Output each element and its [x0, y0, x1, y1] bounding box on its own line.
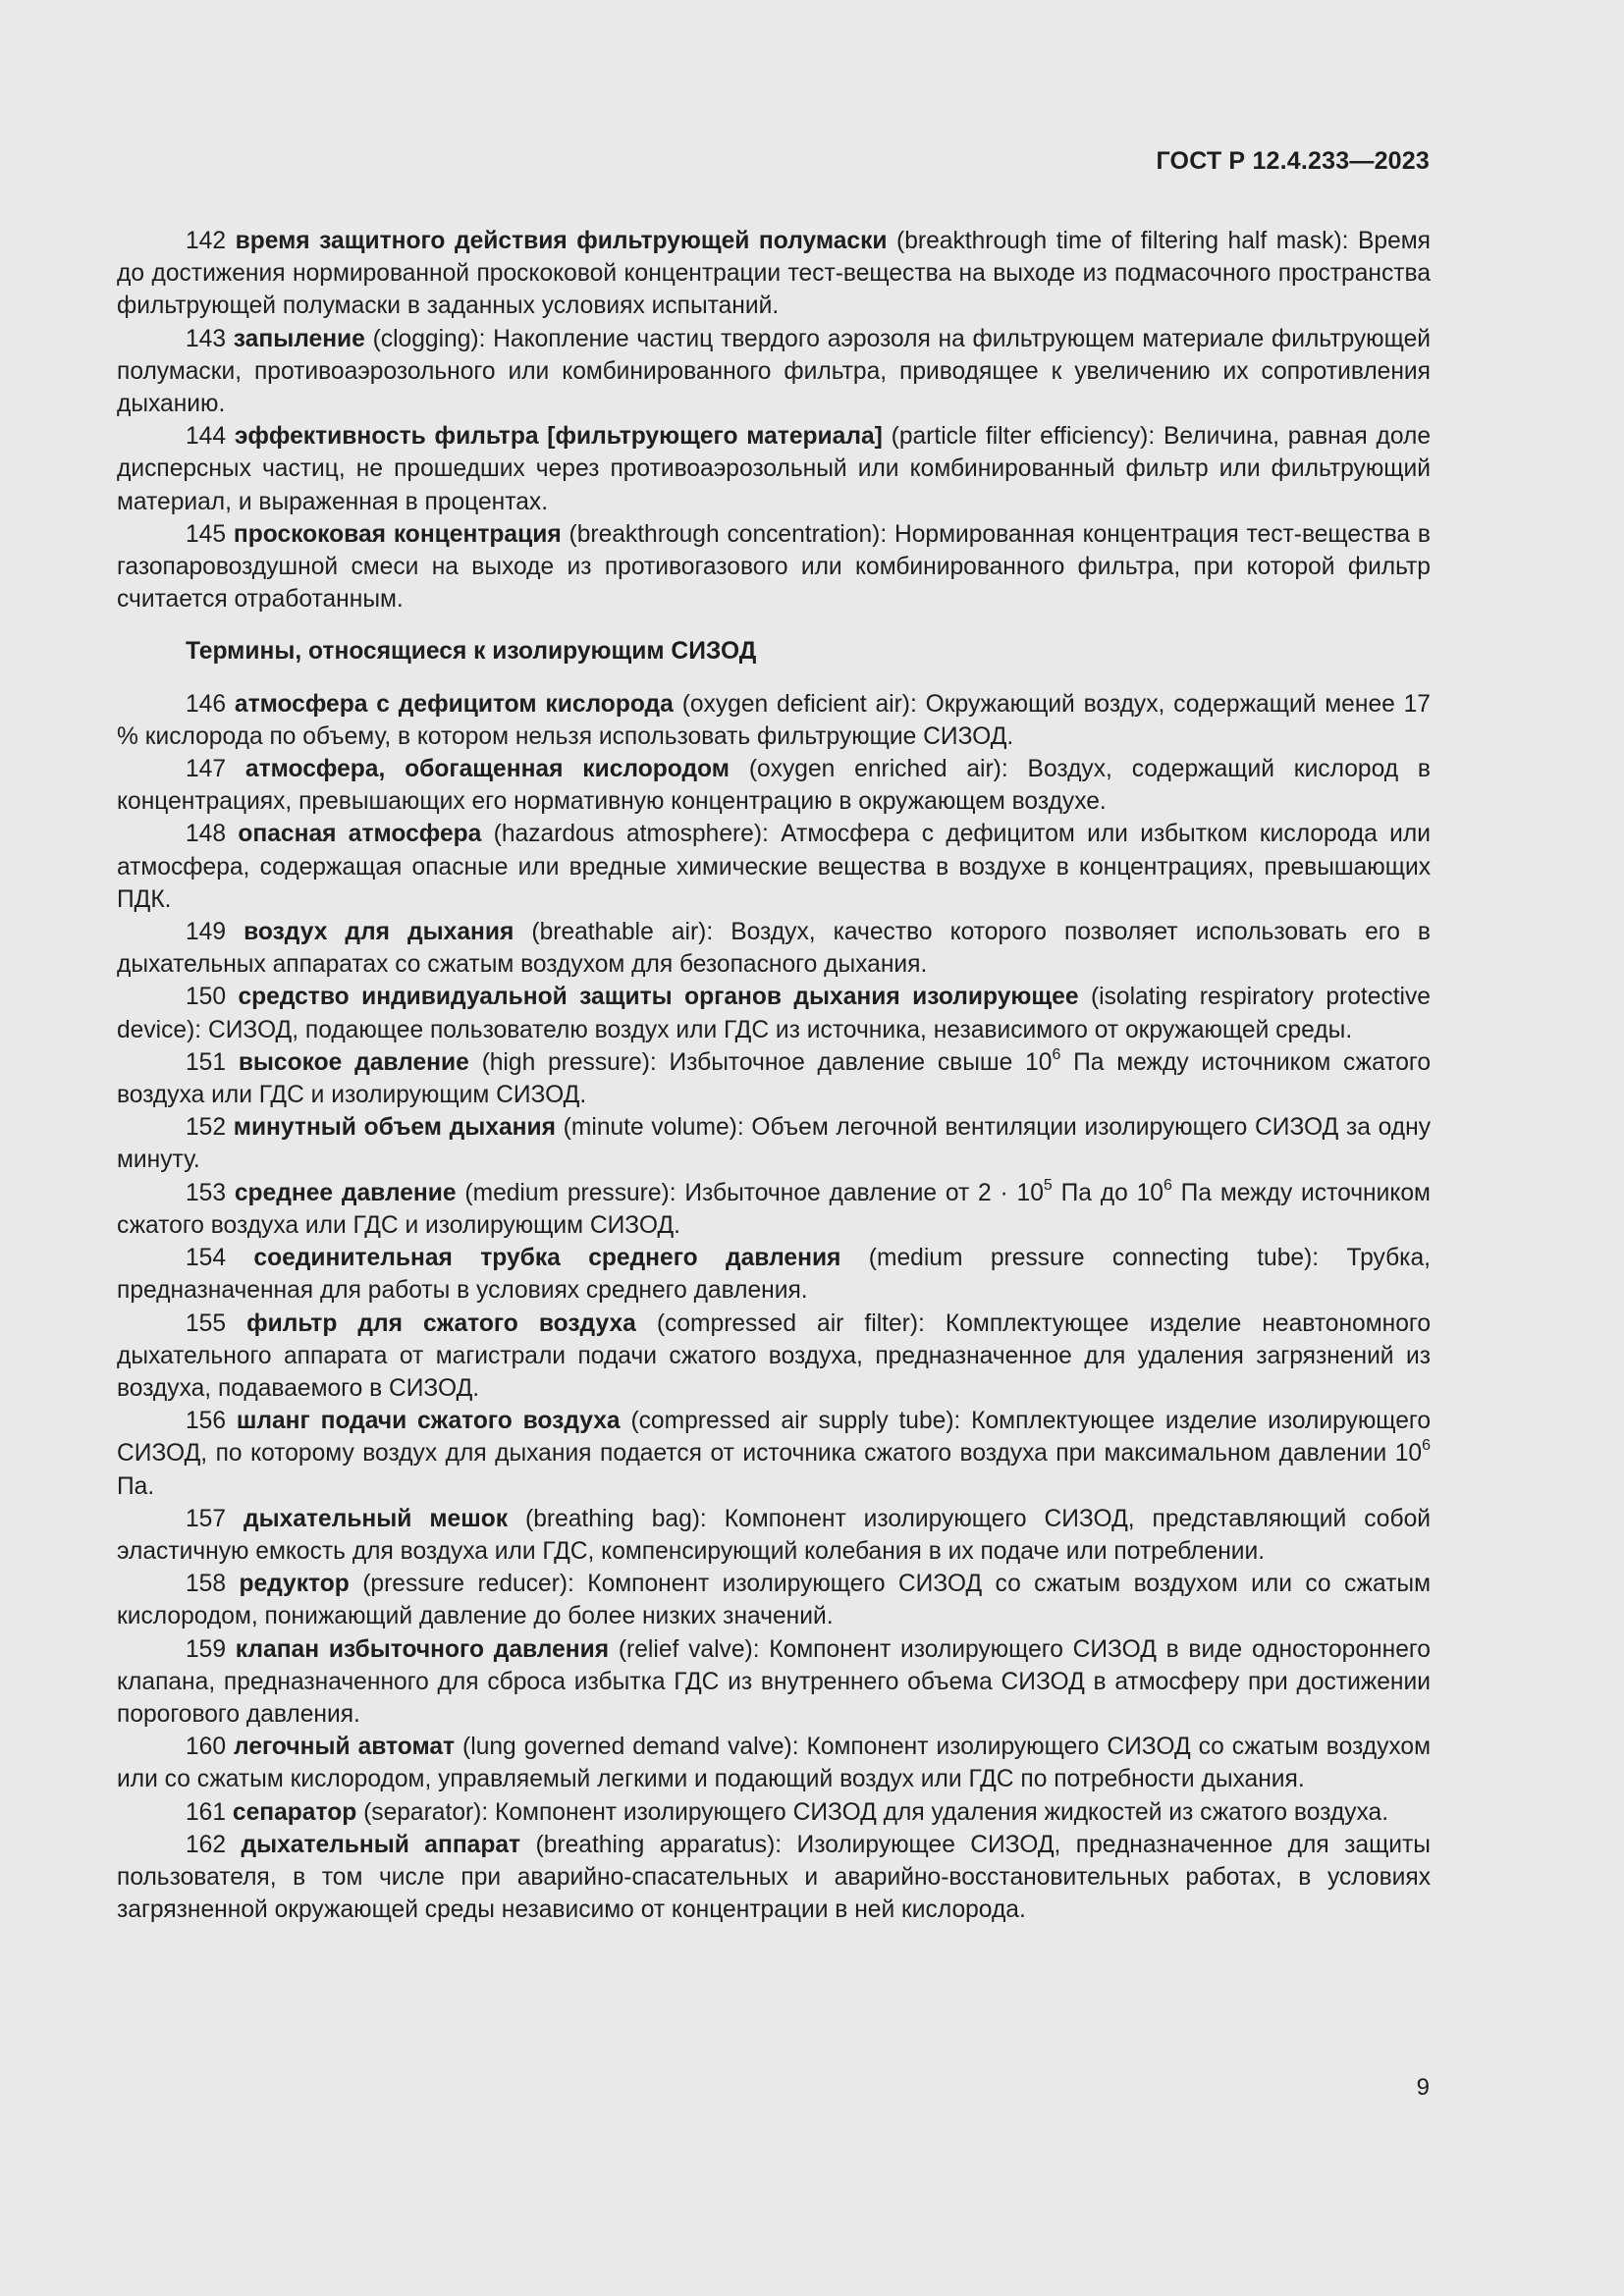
term-definition: (breathable air): Воздух, качество которого позволяет использовать его в дыхательных аппаратах со сжатым воздухом для безопасного дыхания. — [117, 919, 1431, 979]
term-definition: (breakthrough time of filtering half mask): Время до достижения нормированной проскоковой концентрации тест-вещества на выходе из подмасочного пространства фильтрующей полумаски в заданных условиях испытаний. — [117, 228, 1431, 320]
term-title: высокое давление — [238, 1048, 469, 1076]
term-title: сепаратор — [232, 1798, 357, 1826]
term-number: 160 — [186, 1734, 227, 1761]
term-definition-part: Па между источником сжатого воздуха или ГДС и изолирующим СИЗОД. — [117, 1179, 1431, 1239]
term-definition: (oxygen enriched air): Воздух, содержащий кислород в концентрациях, превышающих его нормативную концентрацию в окружающем воздухе. — [117, 756, 1431, 816]
term-title: легочный автомат — [234, 1734, 456, 1761]
term-152 — [117, 1111, 1431, 1176]
term-number: 158 — [186, 1571, 227, 1598]
term-title: дыхательный аппарат — [241, 1831, 521, 1858]
term-number: 146 — [186, 690, 227, 718]
term-title: опасная атмосфера — [238, 821, 482, 848]
term-definition: (medium pressure connecting tube): Трубка, предназначенная для работы в условиях среднего давления. — [117, 1245, 1431, 1305]
term-number: 155 — [186, 1309, 227, 1337]
section-heading: Термины, относящиеся к изолирующим СИЗОД — [186, 638, 757, 666]
term-number: 159 — [186, 1635, 227, 1663]
term-150 — [117, 981, 1431, 1045]
term-definition: (breathing apparatus): Изолирующее СИЗОД, предназначенное для защиты пользователя, в том числе при аварийно-спасательных и аварийно-восстановительных работах, в условиях загрязненной окружающей среды независимо от концентрации в ней кислорода. — [117, 1831, 1431, 1924]
term-number: 148 — [186, 821, 227, 848]
term-number: 150 — [186, 984, 227, 1011]
term-156 — [117, 1405, 1431, 1503]
term-159 — [117, 1633, 1431, 1732]
term-number: 152 — [186, 1114, 227, 1142]
term-definition: (particle filter efficiency): Величина, равная доле дисперсных частиц, не прошедших через противоаэрозольный или комбинированный фильтр или фильтрующий материал, и выраженная в процентах. — [117, 423, 1431, 515]
term-145 — [117, 518, 1431, 616]
term-number: 143 — [186, 325, 227, 352]
term-definition-part: Па между источником сжатого воздуха или ГДС и изолирующим СИЗОД. — [117, 1048, 1431, 1109]
term-142 — [117, 225, 1431, 323]
page-number: 9 — [1416, 2074, 1430, 2101]
term-definition-part: Па до 10 — [1052, 1179, 1164, 1206]
term-162 — [117, 1829, 1431, 1927]
term-158 — [117, 1568, 1431, 1632]
term-title: запыление — [233, 325, 365, 352]
term-definition: (breakthrough concentration): Нормированная концентрация тест-вещества в газопаровоздушной смеси на выходе из противогазового или комбинированного фильтра, при которой фильтр считается отработанным. — [117, 520, 1431, 614]
term-number: 161 — [186, 1798, 227, 1826]
term-143 — [117, 323, 1431, 421]
term-definition: (hazardous atmosphere): Атмосфера с дефицитом или избытком кислорода или атмосфера, содержащая опасные или вредные химические вещества в воздухе в концентрациях, превышающих ПДК. — [117, 821, 1431, 913]
term-147 — [117, 753, 1431, 818]
term-160 — [117, 1731, 1431, 1795]
term-definition: (pressure reducer): Компонент изолирующего СИЗОД со сжатым воздухом или со сжатым кислородом, понижающий давление до более низких значений. — [117, 1571, 1431, 1630]
term-definition: (isolating respiratory protective device): СИЗОД, подающее пользователю воздух или ГДС из источника, независимого от окружающей среды. — [117, 984, 1431, 1043]
term-number: 156 — [186, 1408, 227, 1435]
term-151 — [117, 1046, 1431, 1111]
term-title: редуктор — [239, 1571, 350, 1598]
term-definition: (minute volume): Объем легочной вентиляции изолирующего СИЗОД за одну минуту. — [117, 1114, 1431, 1174]
term-161 — [117, 1796, 1431, 1829]
term-153 — [117, 1177, 1431, 1242]
term-number: 153 — [186, 1179, 227, 1206]
term-number: 149 — [186, 919, 227, 946]
term-title: атмосфера с дефицитом кислорода — [234, 690, 674, 718]
term-title: клапан избыточного давления — [235, 1635, 610, 1663]
term-148 — [117, 818, 1431, 916]
exponent: 6 — [1163, 1176, 1172, 1194]
term-definition-part: (compressed air supply tube): Комплектующее изделие изолирующего СИЗОД, по которому воздух для дыхания подается от источника сжатого воздуха при максимальном давлении 10 — [117, 1408, 1432, 1468]
term-definition-part: Па. — [117, 1472, 155, 1500]
document-body — [117, 225, 1431, 1926]
term-144 — [117, 420, 1431, 518]
term-definition: (oxygen deficient air): Окружающий воздух, содержащий менее 17 % кислорода по объему, в котором нельзя использовать фильтрующие СИЗОД. — [117, 690, 1431, 750]
term-number: 162 — [186, 1831, 227, 1858]
term-title: проскоковая концентрация — [233, 520, 562, 548]
term-title: воздух для дыхания — [244, 919, 514, 946]
term-title: соединительная трубка среднего давления — [253, 1245, 841, 1272]
term-number: 145 — [186, 520, 227, 548]
term-title: средство индивидуальной защиты органов дыхания изолирующее — [238, 984, 1079, 1011]
term-definition-part: (high pressure): Избыточное давление свыше 10 — [481, 1048, 1053, 1076]
term-title: время защитного действия фильтрующей полумаски — [235, 228, 888, 254]
term-definition: (clogging): Накопление частиц твердого аэрозоля на фильтрующем материале фильтрующей полумаски, противоаэрозольного или комбинированного фильтра, приводящее к увеличению их сопротивления дыханию. — [117, 325, 1431, 418]
term-definition: (lung governed demand valve): Компонент изолирующего СИЗОД со сжатым воздухом или со сжатым кислородом, управляемый легкими и подающий воздух или ГДС по потребности дыхания. — [117, 1734, 1431, 1793]
exponent: 6 — [1422, 1437, 1431, 1455]
term-definition: (compressed air filter): Комплектующее изделие неавтономного дыхательного аппарата от магистрали подачи сжатого воздуха, предназначенное для удаления загрязнений из воздуха, подаваемого в СИЗОД. — [117, 1309, 1431, 1402]
term-definition: (separator): Компонент изолирующего СИЗОД для удаления жидкостей из сжатого воздуха. — [363, 1798, 1389, 1826]
term-155 — [117, 1308, 1431, 1406]
term-number: 151 — [186, 1048, 227, 1076]
term-149 — [117, 916, 1431, 981]
term-number: 157 — [186, 1505, 227, 1532]
term-number: 142 — [186, 228, 227, 254]
exponent: 5 — [1043, 1176, 1053, 1194]
term-definition: (breathing bag): Компонент изолирующего СИЗОД, представляющий собой эластичную емкость для воздуха или ГДС, компенсирующий колебания в их подаче или потреблении. — [117, 1505, 1431, 1565]
term-title: эффективность фильтра [фильтрующего материала] — [234, 423, 883, 451]
term-number: 144 — [186, 423, 227, 451]
term-154 — [117, 1242, 1431, 1307]
term-number: 154 — [186, 1245, 227, 1272]
term-number: 147 — [186, 756, 227, 783]
term-157 — [117, 1503, 1431, 1568]
term-title: фильтр для сжатого воздуха — [246, 1309, 636, 1337]
term-title: атмосфера, обогащенная кислородом — [244, 756, 730, 783]
term-title: шланг подачи сжатого воздуха — [236, 1408, 621, 1435]
document-code-header: ГОСТ Р 12.4.233—2023 — [1156, 147, 1430, 175]
exponent: 6 — [1052, 1045, 1061, 1063]
term-title: дыхательный мешок — [244, 1505, 509, 1532]
term-title: среднее давление — [234, 1179, 457, 1206]
term-title: минутный объем дыхания — [233, 1114, 556, 1142]
term-definition: (relief valve): Компонент изолирующего СИЗОД в виде одностороннего клапана, предназначенного для сброса избытка ГДС из внутреннего объема СИЗОД в атмосферу при достижении порогового давления. — [117, 1635, 1431, 1728]
term-146 — [117, 688, 1431, 753]
term-definition-part: (medium pressure): Избыточное давление от 2 · 10 — [464, 1179, 1044, 1206]
